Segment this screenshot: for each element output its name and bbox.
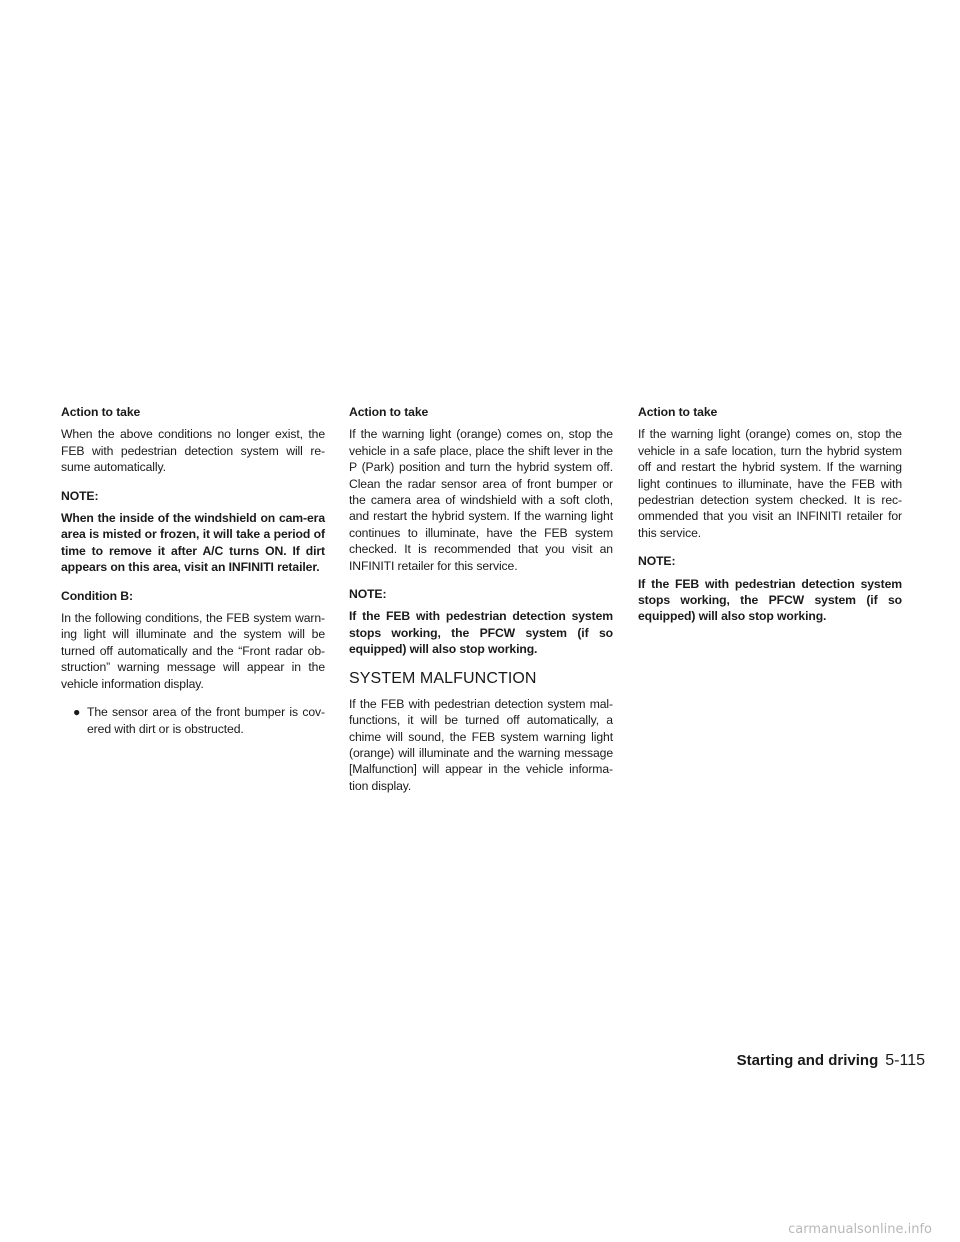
note-text: If the FEB with pedestrian detection system stops working, the PFCW system (if so equipped) will also stop working.	[349, 609, 613, 657]
heading-action-to-take: Action to take	[349, 405, 429, 419]
column-1	[61, 404, 325, 749]
footer-section-title: Starting and driving	[736, 1052, 879, 1069]
paragraph-resume: When the above conditions no longer exist, the FEB with pedestrian detection system will re-sume automatically.	[61, 427, 325, 475]
note-label: NOTE:	[349, 587, 387, 602]
page-number: 5-115	[885, 1052, 925, 1069]
page-footer	[730, 1052, 925, 1070]
bullet-text: The sensor area of the front bumper is cov-ered with dirt or is obstructed.	[87, 705, 325, 736]
note-text: If the FEB with pedestrian detection system stops working, the PFCW system (if so equipped) will also stop working.	[638, 576, 902, 624]
column-3	[638, 404, 902, 637]
paragraph-action: If the warning light (orange) comes on, stop the vehicle in a safe place, place the shift lever in the P (Park) position and turn the hybrid system off. Clean the radar sensor area of front bumper or the camera area of windshield with a soft cloth, and restart the hybrid system. If the warning light continues to illuminate, have the FEB system checked. It is recommended that you visit an INFINITI retailer for this service.	[349, 427, 613, 573]
heading-action-to-take: Action to take	[61, 405, 141, 419]
note-label: NOTE:	[638, 554, 676, 569]
paragraph-malfunction: If the FEB with pedestrian detection system mal-functions, it will be turned off automatically, a chime will sound, the FEB system warning light (orange) will illuminate and the warning message [Malfunction] will appear in the vehicle informa-tion display.	[349, 696, 613, 793]
section-title-system-malfunction: SYSTEM MALFUNCTION	[349, 669, 537, 687]
paragraph-condition-b: In the following conditions, the FEB system warn-ing light will illuminate and the system will be turned off automatically and the “Front radar ob-struction” warning message will appear in the vehicle information display.	[61, 611, 325, 691]
watermark: carmanualsonline.info	[788, 1222, 932, 1237]
note-label: NOTE:	[61, 488, 99, 503]
heading-condition-b: Condition B:	[61, 588, 133, 603]
note-text: When the inside of the windshield on cam-era area is misted or frozen, it will take a period of time to remove it after A/C turns ON. If dirt appears on this area, visit an INFINITI retailer.	[61, 511, 325, 575]
list-item	[61, 704, 325, 737]
bullet-icon: ●	[73, 705, 81, 720]
column-2	[349, 404, 613, 806]
heading-action-to-take: Action to take	[638, 405, 718, 419]
paragraph-action: If the warning light (orange) comes on, stop the vehicle in a safe location, turn the hybrid system off and restart the hybrid system. If the warning light continues to illuminate, have the FEB with pedestrian detection system checked. It is rec-ommended that you visit an INFINITI retailer for this service.	[638, 427, 902, 540]
